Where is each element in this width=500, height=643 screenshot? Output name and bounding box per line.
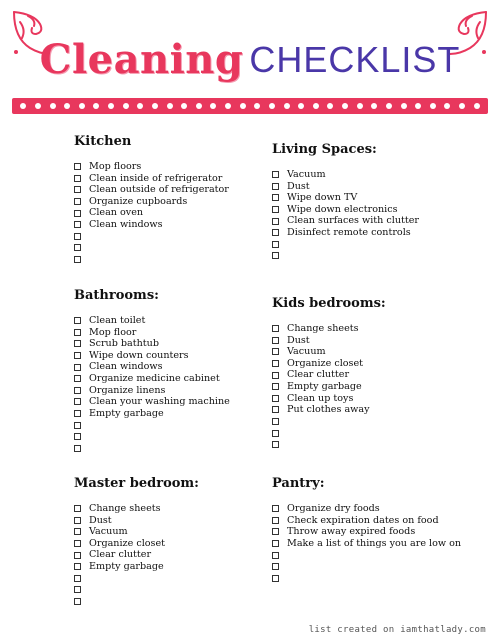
checklist-item-label: Wipe down electronics [287, 203, 398, 215]
checklist-item-label: Change sheets [287, 323, 359, 334]
checklist-item-label: Throw away expired foods [287, 526, 416, 538]
banner-dot [240, 103, 246, 109]
checklist-item [74, 350, 230, 362]
checklist-item-label: Dust [287, 334, 310, 346]
checklist-item [272, 538, 461, 550]
banner-dot [284, 103, 290, 109]
checkbox[interactable] [272, 372, 279, 379]
checklist-item [272, 393, 386, 405]
checkbox[interactable] [272, 252, 279, 259]
banner-dot [20, 103, 26, 109]
checkbox[interactable] [74, 175, 81, 182]
checklist-item [74, 431, 230, 443]
section-heading: Kids bedrooms: [272, 296, 386, 311]
banner-dot [430, 103, 436, 109]
checkbox[interactable] [272, 218, 279, 225]
checklist-item [272, 335, 386, 347]
checklist-item [74, 408, 230, 420]
checklist-item [272, 381, 386, 393]
footer-credit: list created on iamthatlady.com [308, 625, 486, 635]
checklist-item [272, 192, 419, 204]
checklist-item [74, 443, 230, 455]
banner-dot [123, 103, 129, 109]
page-title [0, 36, 500, 83]
checklist-item [272, 404, 386, 416]
checkbox[interactable] [272, 552, 279, 559]
checklist-item [74, 503, 199, 515]
banner-dot [415, 103, 421, 109]
checklist-item-label: Mop floors [89, 161, 142, 172]
checkbox[interactable] [272, 540, 279, 547]
checkbox[interactable] [272, 241, 279, 248]
checklist-item [272, 169, 419, 181]
checkbox[interactable] [74, 563, 81, 570]
checklist-item [74, 549, 199, 561]
checklist-item [74, 526, 199, 538]
checklist-item [272, 416, 386, 428]
section-bathrooms [74, 288, 230, 454]
checklist [74, 503, 199, 607]
checklist-item [74, 561, 199, 573]
checklist-item [74, 327, 230, 339]
checkbox[interactable] [272, 337, 279, 344]
checkbox[interactable] [272, 395, 279, 402]
banner-dot [64, 103, 70, 109]
checkbox[interactable] [272, 383, 279, 390]
checklist-item-label: Clean toilet [89, 315, 146, 326]
checklist-item [272, 323, 386, 335]
checklist-item-label: Dust [287, 180, 310, 192]
checklist-item-label: Clean inside of refrigerator [89, 172, 223, 184]
checklist-item [272, 204, 419, 216]
checklist-item-label: Disinfect remote controls [287, 226, 411, 238]
banner-dot [371, 103, 377, 109]
banner-dot [108, 103, 114, 109]
checklist-item [74, 419, 230, 431]
banner-dot [254, 103, 260, 109]
checkbox[interactable] [74, 575, 81, 582]
title-script-word: Cleaning [39, 36, 244, 83]
checklist-item [272, 358, 386, 370]
checkbox[interactable] [272, 418, 279, 425]
checkbox[interactable] [272, 563, 279, 570]
checklist-item-label: Organize closet [287, 357, 364, 369]
checklist-item-label: Vacuum [287, 346, 326, 358]
section-heading: Pantry: [272, 476, 325, 491]
checkbox[interactable] [272, 171, 279, 178]
checklist [272, 169, 419, 262]
checkbox[interactable] [74, 233, 81, 240]
checklist-item-label: Clean windows [89, 361, 163, 373]
checklist-item-label: Empty garbage [287, 380, 362, 392]
banner-dot [357, 103, 363, 109]
checklist-item [272, 526, 461, 538]
checklist-item [74, 515, 199, 527]
checkbox[interactable] [272, 206, 279, 213]
checkbox[interactable] [74, 410, 81, 417]
checkbox[interactable] [74, 352, 81, 359]
checklist-item-label: Scrub bathtub [89, 338, 159, 350]
banner-dot [269, 103, 275, 109]
checklist-item [272, 239, 419, 251]
checklist-item [272, 369, 386, 381]
checklist-item-label: Clear clutter [287, 369, 350, 381]
checklist-item [272, 439, 386, 451]
checklist-item [74, 173, 229, 185]
banner-dot [35, 103, 41, 109]
checklist-item-label: Check expiration dates on food [287, 514, 439, 526]
checklist-item-label: Clean outside of refrigerator [89, 184, 229, 196]
checklist-item-label: Organize linens [89, 384, 166, 396]
checklist-item-label: Organize dry foods [287, 503, 380, 514]
checkbox[interactable] [74, 517, 81, 524]
checkbox[interactable] [74, 186, 81, 193]
banner-dot [342, 103, 348, 109]
checklist-item [272, 427, 386, 439]
checklist-item [74, 584, 199, 596]
checkbox[interactable] [272, 505, 279, 512]
checkbox[interactable] [74, 540, 81, 547]
checklist-item-label: Clean oven [89, 207, 144, 219]
checkbox[interactable] [74, 375, 81, 382]
section-kids-bedrooms [272, 296, 386, 451]
section-kitchen [74, 134, 229, 265]
checkbox[interactable] [272, 406, 279, 413]
checkbox[interactable] [74, 505, 81, 512]
banner-dot [474, 103, 480, 109]
checklist-item-label: Empty garbage [89, 407, 164, 419]
banner-dot [210, 103, 216, 109]
checklist-item [74, 254, 229, 266]
section-pantry [272, 476, 461, 584]
checklist-item-label: Make a list of things you are low on [287, 537, 462, 549]
checkbox[interactable] [74, 221, 81, 228]
banner-dot [225, 103, 231, 109]
checkbox[interactable] [74, 552, 81, 559]
checkbox[interactable] [74, 398, 81, 405]
checklist-item [272, 573, 461, 585]
checklist-item [74, 219, 229, 231]
checkbox[interactable] [272, 441, 279, 448]
section-master-bedroom [74, 476, 199, 607]
checkbox[interactable] [74, 340, 81, 347]
checklist-item [74, 184, 229, 196]
checklist-item [74, 196, 229, 208]
checklist-item [74, 396, 230, 408]
checkbox[interactable] [74, 598, 81, 605]
checklist-item [272, 181, 419, 193]
section-heading: Bathrooms: [74, 288, 159, 303]
checkbox[interactable] [74, 422, 81, 429]
checkbox[interactable] [74, 210, 81, 217]
checklist-item [74, 361, 230, 373]
checkbox[interactable] [272, 229, 279, 236]
checkbox[interactable] [272, 348, 279, 355]
banner-dot [50, 103, 56, 109]
checklist-item [272, 250, 419, 262]
checkbox[interactable] [74, 364, 81, 371]
checklist [74, 315, 230, 454]
checklist-item-label: Clean up toys [287, 392, 354, 404]
checklist-item-label: Empty garbage [89, 560, 164, 572]
checklist-item-label: Clear clutter [89, 549, 152, 561]
checklist-item-label: Vacuum [287, 169, 326, 180]
banner-dot [196, 103, 202, 109]
checklist-item [74, 538, 199, 550]
checkbox[interactable] [74, 256, 81, 263]
checklist-item [74, 596, 199, 608]
banner-dot [79, 103, 85, 109]
dotted-banner [12, 98, 488, 114]
checklist-item-label: Clean surfaces with clutter [287, 215, 419, 227]
checklist [272, 503, 461, 584]
checklist-item-label: Organize medicine cabinet [89, 372, 220, 384]
checklist-item-label: Mop floor [89, 326, 137, 338]
checkbox[interactable] [272, 194, 279, 201]
checklist-item [74, 338, 230, 350]
checkbox[interactable] [272, 360, 279, 367]
checkbox[interactable] [74, 198, 81, 205]
checkbox[interactable] [74, 317, 81, 324]
checkbox[interactable] [74, 433, 81, 440]
checklist-item [272, 227, 419, 239]
section-living-spaces [272, 142, 419, 262]
checklist-item-label: Clean windows [89, 218, 163, 230]
checklist-item-label: Organize closet [89, 537, 166, 549]
checkbox[interactable] [272, 325, 279, 332]
banner-dot [93, 103, 99, 109]
banner-dot [444, 103, 450, 109]
checkbox[interactable] [74, 445, 81, 452]
checklist-item-label: Vacuum [89, 526, 128, 538]
checklist-item [272, 515, 461, 527]
banner-dot [459, 103, 465, 109]
checkbox[interactable] [74, 387, 81, 394]
checkbox[interactable] [74, 244, 81, 251]
checklist-item-label: Clean your washing machine [89, 396, 230, 408]
checkbox[interactable] [272, 430, 279, 437]
banner-dot [298, 103, 304, 109]
checklist-item [272, 549, 461, 561]
banner-dot [167, 103, 173, 109]
checklist-item [74, 161, 229, 173]
checkbox[interactable] [74, 528, 81, 535]
checklist-item-label: Dust [89, 514, 112, 526]
section-heading: Living Spaces: [272, 142, 377, 157]
banner-dot [327, 103, 333, 109]
checkbox[interactable] [272, 575, 279, 582]
checklist-item [74, 385, 230, 397]
banner-dot [401, 103, 407, 109]
banner-dot [313, 103, 319, 109]
banner-dot [181, 103, 187, 109]
checklist [272, 323, 386, 451]
section-heading: Master bedroom: [74, 476, 199, 491]
checklist-item-label: Organize cupboards [89, 195, 188, 207]
checkbox[interactable] [272, 517, 279, 524]
checklist-item [74, 315, 230, 327]
banner-dot [152, 103, 158, 109]
checkbox[interactable] [272, 183, 279, 190]
title-caps-word: CHECKLIST [249, 38, 461, 80]
section-heading: Kitchen [74, 134, 132, 149]
checklist-item [272, 561, 461, 573]
checklist-item-label: Put clothes away [287, 404, 370, 416]
checklist-item [74, 573, 199, 585]
checklist-item [272, 346, 386, 358]
checklist-item [74, 373, 230, 385]
checklist-item [272, 215, 419, 227]
banner-dot [137, 103, 143, 109]
checklist-item [74, 242, 229, 254]
checklist-item-label: Wipe down counters [89, 349, 189, 361]
checklist-item [272, 503, 461, 515]
checkbox[interactable] [74, 163, 81, 170]
checklist-item-label: Change sheets [89, 503, 161, 514]
checklist-item [74, 231, 229, 243]
checklist [74, 161, 229, 265]
checkbox[interactable] [74, 329, 81, 336]
checkbox[interactable] [272, 528, 279, 535]
banner-dot [386, 103, 392, 109]
checklist-item [74, 207, 229, 219]
checkbox[interactable] [74, 586, 81, 593]
checklist-item-label: Wipe down TV [287, 192, 358, 204]
